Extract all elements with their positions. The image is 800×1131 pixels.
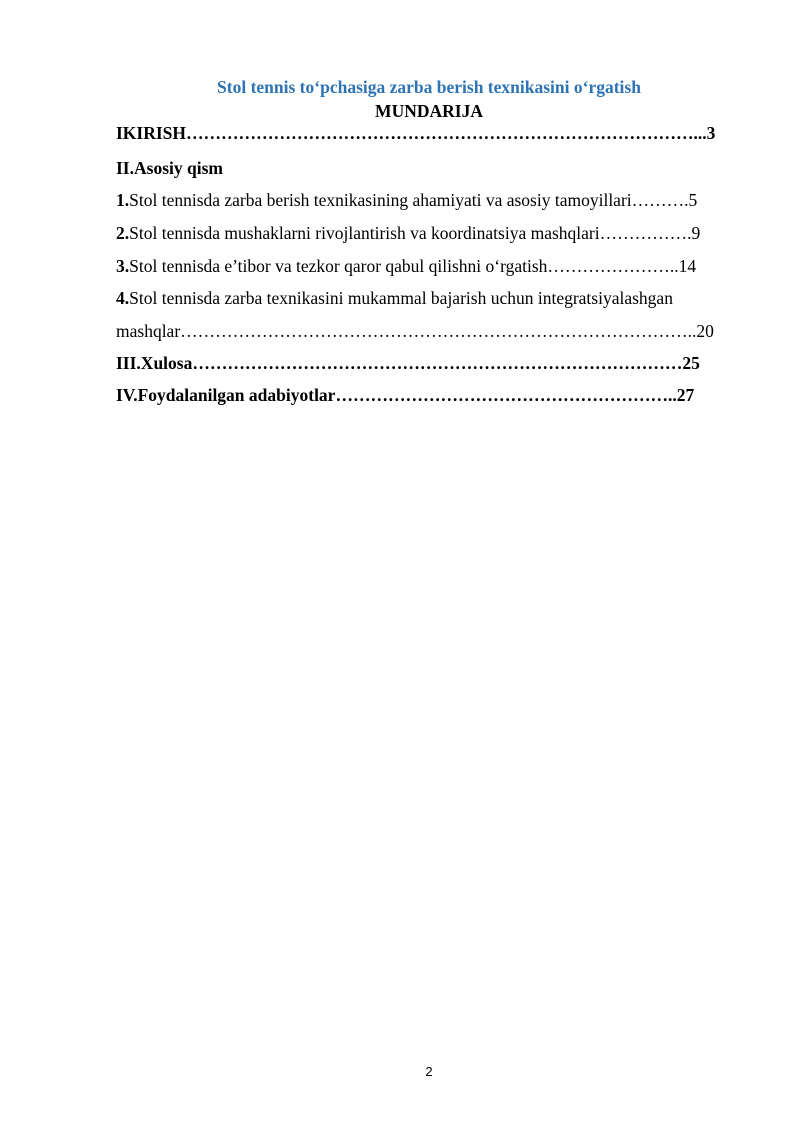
toc-heading: MUNDARIJA [375,101,483,121]
document-title: Stol tennis to‘pchasiga zarba berish texnikasini o‘rgatish [217,77,641,97]
toc-entry-1-number: 1. [116,190,130,210]
page-number: 2 [425,1064,433,1079]
toc-entry-3[interactable] [116,255,696,277]
toc-entry-1[interactable] [116,189,697,211]
toc-entry-conclusion[interactable]: III.Xulosa…………………………………………………………………………25 [116,353,700,373]
toc-entry-4-continuation[interactable]: mashqlar……………………………………………………………………………..20 [116,321,714,341]
toc-entry-3-text: Stol tennisda e’tibor va tezkor qaror qabul qilishni o‘rgatish…………………..14 [129,256,697,276]
toc-entry-intro[interactable]: IKIRISH……………………………………………………………………………...3 [116,123,716,143]
toc-entry-4-text: Stol tennisda zarba texnikasini mukammal bajarish uchun integratsiyalashgan [129,288,673,308]
toc-entry-main-part[interactable]: II.Asosiy qism [116,158,223,178]
toc-entry-4-number: 4. [116,288,130,308]
toc-entry-2-text: Stol tennisda mushaklarni rivojlantirish va koordinatsiya mashqlari…………….9 [129,223,701,243]
toc-entry-1-text: Stol tennisda zarba berish texnikasining ahamiyati va asosiy tamoyillari……….5 [129,190,698,210]
toc-entry-references[interactable]: IV.Foydalanilgan adabiyotlar…………………………………………………..27 [116,385,695,405]
toc-entry-4[interactable] [116,287,673,309]
toc-entry-3-number: 3. [116,256,130,276]
toc-entry-2[interactable] [116,222,700,244]
toc-entry-2-number: 2. [116,223,130,243]
